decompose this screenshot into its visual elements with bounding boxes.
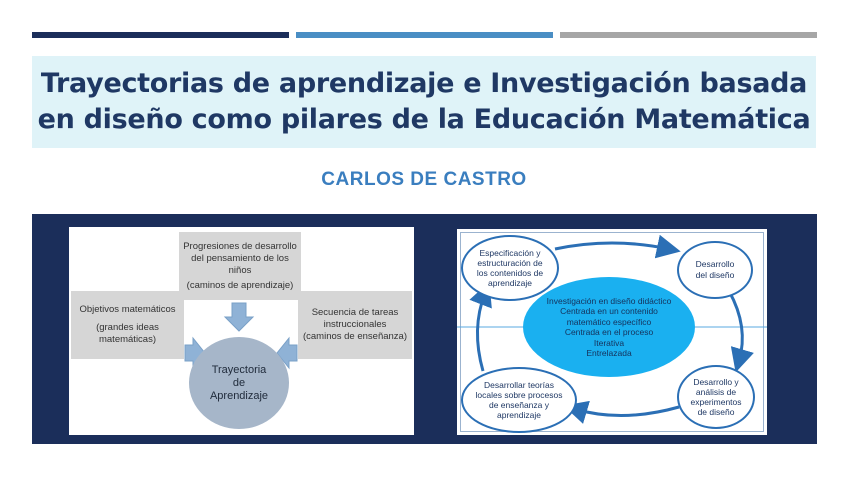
design-research-cycle-diagram xyxy=(457,229,767,435)
box-text: del pensamiento de los xyxy=(191,252,289,264)
oval-content-specification xyxy=(461,235,559,301)
oval-text: del diseño xyxy=(695,270,735,280)
center-text: Investigación en diseño didáctico xyxy=(546,295,672,306)
arrow-left xyxy=(477,293,485,371)
oval-text: los contenidos de xyxy=(476,268,544,278)
oval-design-development xyxy=(677,241,753,299)
oval-text: aprendizaje xyxy=(497,410,541,420)
circle-text: Aprendizaje xyxy=(209,389,269,402)
oval-text: Especificación y xyxy=(479,248,541,258)
arrow-bottom xyxy=(575,407,679,416)
circle-text: de xyxy=(232,376,246,389)
oval-text: estructuración de xyxy=(477,258,543,268)
oval-text: experimentos xyxy=(690,397,742,407)
arrow-right xyxy=(729,291,742,361)
box-child-thinking-progressions xyxy=(179,232,301,300)
accent-bar-navy xyxy=(32,32,289,38)
box-text: (grandes ideas xyxy=(96,322,159,333)
center-text: Centrada en un contenido xyxy=(560,306,658,316)
author-name: CARLOS DE CASTRO xyxy=(321,169,527,190)
learning-trajectory-circle xyxy=(189,337,289,429)
box-text: instruccionales xyxy=(323,319,387,330)
oval-text: locales sobre procesos xyxy=(475,390,563,400)
box-text: Secuencia de tareas xyxy=(311,307,399,318)
circle-text: Trayectoria xyxy=(211,363,267,376)
oval-text: Desarrollar teorías xyxy=(484,380,554,390)
box-text: Progresiones de desarrollo xyxy=(183,240,297,252)
title-box xyxy=(32,56,816,148)
box-text: (caminos de aprendizaje) xyxy=(186,279,294,291)
accent-bar-gray xyxy=(560,32,817,38)
oval-text: Desarrollo xyxy=(695,259,735,269)
box-instructional-tasks xyxy=(298,291,412,359)
oval-text: de enseñanza y xyxy=(488,400,550,410)
oval-text: análisis de xyxy=(695,387,737,397)
box-text: Objetivos matemáticos xyxy=(79,304,176,315)
learning-trajectory-diagram xyxy=(69,227,414,435)
oval-design-research-center xyxy=(523,277,695,377)
title-line-2: en diseño como pilares de la Educación Matemática xyxy=(37,104,811,135)
center-text: Entrelazada xyxy=(586,348,632,358)
oval-design-experiments xyxy=(677,365,755,429)
box-math-objectives xyxy=(71,291,184,359)
title-line-1: Trayectorias de aprendizaje e Investigación basada xyxy=(40,68,808,99)
oval-local-theories xyxy=(461,367,577,433)
oval-text: Desarrollo y xyxy=(693,377,739,387)
box-text: matemáticas) xyxy=(98,334,156,345)
slide-title xyxy=(38,66,811,138)
oval-text: de diseño xyxy=(697,407,735,417)
oval-text: aprendizaje xyxy=(488,278,532,288)
center-text: Centrada en el proceso xyxy=(564,327,654,337)
center-text: matemático específico xyxy=(566,316,652,327)
center-text: Iterativa xyxy=(593,337,625,348)
box-text: (caminos de enseñanza) xyxy=(302,331,408,342)
down-arrow xyxy=(225,303,253,331)
box-text: niños xyxy=(228,264,252,276)
accent-bar-blue xyxy=(296,32,553,38)
arrow-top xyxy=(555,243,669,249)
